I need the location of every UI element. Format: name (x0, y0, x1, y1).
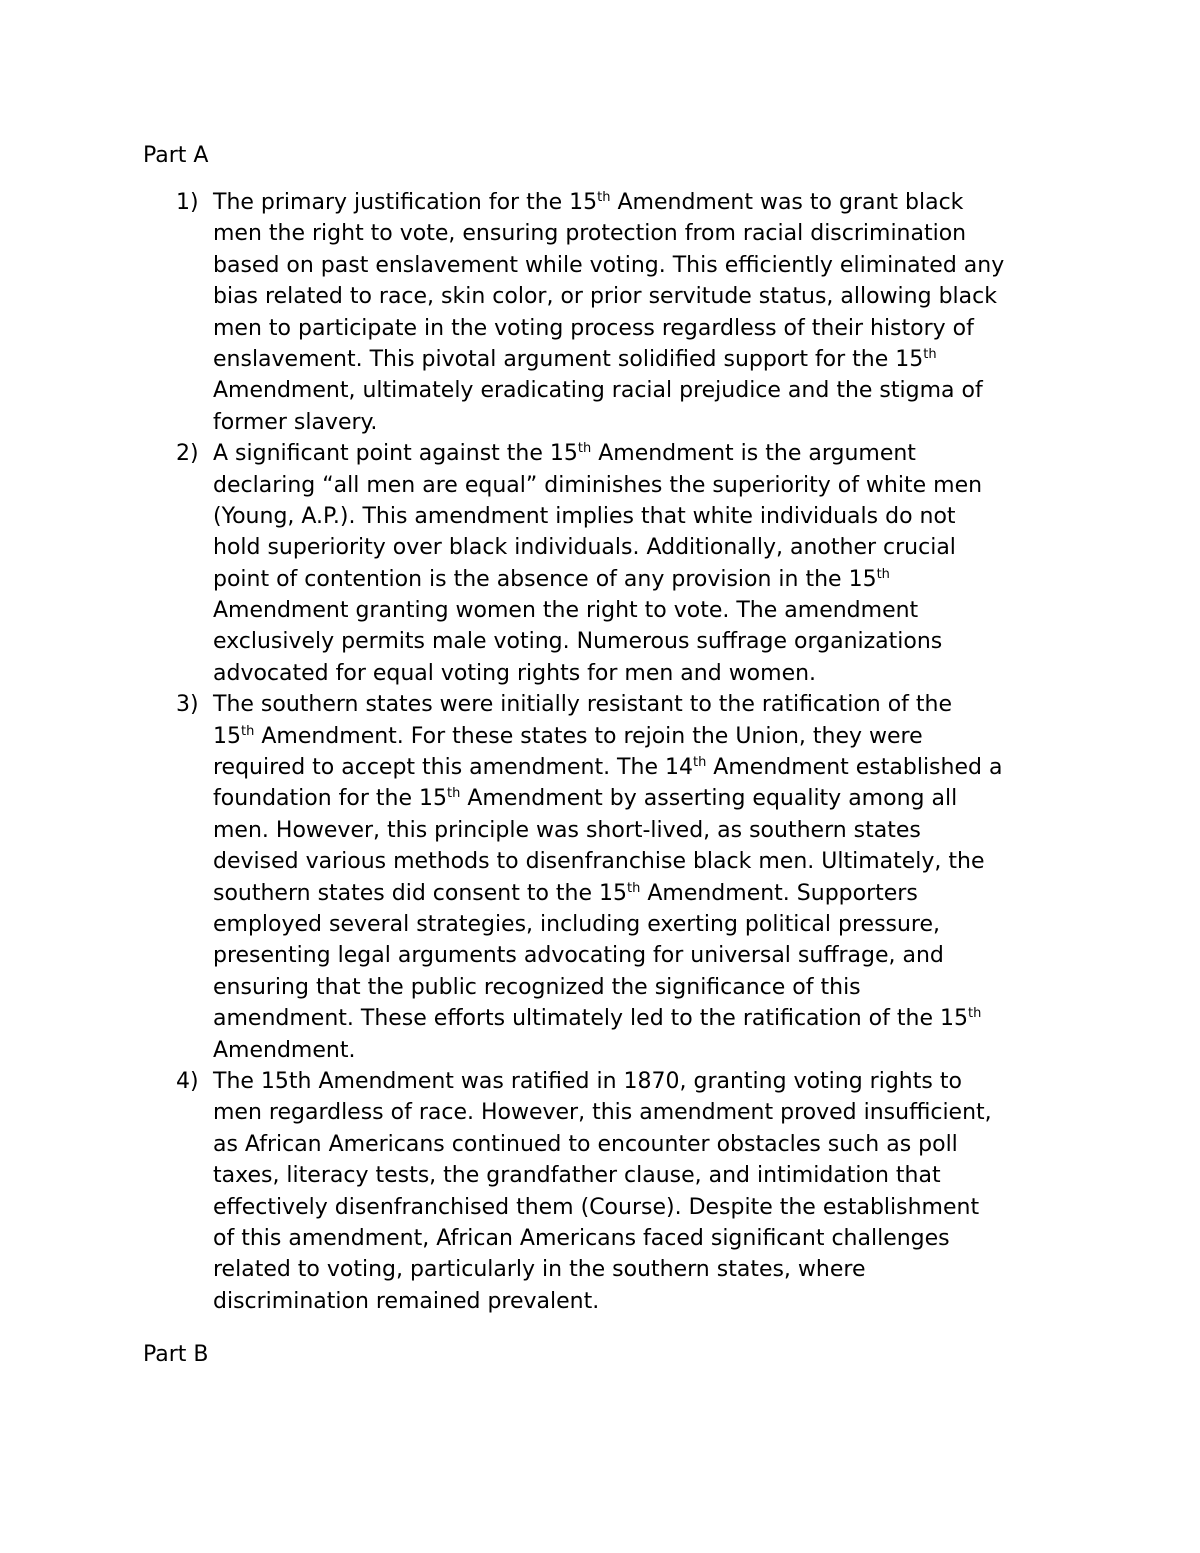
ordinal-superscript: th (967, 1006, 982, 1022)
text-line (213, 1223, 1004, 1254)
text-segment: Amendment. (213, 1037, 356, 1063)
ordinal-superscript: th (241, 723, 255, 739)
text-line (213, 940, 1004, 971)
ordinal-superscript: th (447, 786, 461, 802)
text-line (213, 1129, 1004, 1160)
text-line (213, 470, 1004, 501)
ordinal-superscript: th (876, 566, 890, 582)
text-segment: declaring “all men are equal” diminishes the superiority of white men (213, 472, 983, 498)
text-line (213, 532, 1004, 563)
text-segment: discrimination remained prevalent. (213, 1288, 600, 1314)
text-line (213, 1003, 1004, 1034)
text-segment: presenting legal arguments advocating for universal suffrage, and (213, 943, 944, 969)
text-line (213, 909, 1004, 940)
text-line (213, 187, 1004, 218)
text-segment: employed several strategies, including exerting political pressure, (213, 911, 941, 937)
text-segment: Amendment. Supporters (640, 880, 918, 906)
list-item (0, 1066, 1004, 1317)
text-segment: of this amendment, African Americans faced significant challenges (213, 1225, 950, 1251)
text-line (213, 878, 1004, 909)
text-segment: A significant point against the 15 (213, 441, 578, 467)
text-segment: Amendment by asserting equality among all (460, 786, 958, 812)
text-line (213, 313, 1004, 344)
text-segment: hold superiority over black individuals. Additionally, another crucial (213, 535, 956, 561)
text-segment: Amendment established a (706, 755, 1003, 781)
text-line (213, 1066, 1004, 1097)
text-line (213, 815, 1004, 846)
text-line (213, 1097, 1004, 1128)
text-segment: men regardless of race. However, this amendment proved insufficient, (213, 1100, 992, 1126)
text-segment: based on past enslavement while voting. This efficiently eliminated any (213, 252, 1005, 278)
ordinal-superscript: th (627, 880, 641, 896)
list-item-number: 4) (176, 1068, 199, 1094)
text-line (213, 501, 1004, 532)
text-line (213, 1192, 1004, 1223)
text-segment: Amendment. For these states to rejoin the Union, they were (254, 723, 923, 749)
part-a-heading: Part A (143, 143, 209, 168)
text-segment: The 15th Amendment was ratified in 1870, granting voting rights to (213, 1068, 962, 1094)
text-segment: amendment. These efforts ultimately led to the ratification of the 15 (213, 1006, 968, 1032)
ordinal-superscript: th (923, 346, 937, 362)
text-segment: ensuring that the public recognized the significance of this (213, 974, 861, 1000)
list-item-number: 1) (176, 190, 199, 215)
text-line (213, 595, 1004, 626)
text-line (213, 375, 1004, 406)
text-line (213, 438, 1004, 469)
answer-list (0, 187, 1004, 1317)
text-segment: 15 (213, 723, 241, 749)
text-line (213, 783, 1004, 814)
text-line (213, 407, 1004, 438)
text-segment: point of contention is the absence of any provision in the 15 (213, 566, 877, 592)
list-item (0, 438, 1004, 689)
text-segment: required to accept this amendment. The 14 (213, 755, 693, 781)
text-line (213, 564, 1004, 595)
text-segment: (Young, A.P.). This amendment implies that white individuals do not (213, 503, 956, 529)
text-segment: Amendment was to grant black (610, 190, 964, 215)
text-segment: devised various methods to disenfranchise black men. Ultimately, the (213, 849, 985, 875)
text-segment: The southern states were initially resistant to the ratification of the (213, 692, 953, 718)
text-line (213, 250, 1004, 281)
text-segment: advocated for equal voting rights for men and women. (213, 660, 817, 686)
list-item-number: 3) (176, 692, 199, 718)
text-line (213, 218, 1004, 249)
text-segment: related to voting, particularly in the southern states, where (213, 1257, 866, 1283)
text-segment: former slavery. (213, 409, 378, 435)
text-line (213, 626, 1004, 657)
text-line (213, 689, 1004, 720)
text-segment: Amendment, ultimately eradicating racial prejudice and the stigma of (213, 378, 983, 404)
ordinal-superscript: th (597, 190, 611, 205)
text-line (213, 1035, 1004, 1066)
text-segment: as African Americans continued to encounter obstacles such as poll (213, 1131, 958, 1157)
text-segment: bias related to race, skin color, or prior servitude status, allowing black (213, 284, 997, 310)
text-line (213, 658, 1004, 689)
text-segment: foundation for the 15 (213, 786, 448, 812)
text-segment: effectively disenfranchised them (Course). Despite the establishment (213, 1194, 980, 1220)
list-item (0, 187, 1004, 438)
list-item-number: 2) (176, 441, 199, 467)
list-item (0, 689, 1004, 1066)
text-line (213, 1254, 1004, 1285)
text-line (213, 721, 1004, 752)
text-segment: enslavement. This pivotal argument solidified support for the 15 (213, 346, 924, 372)
text-line (213, 752, 1004, 783)
ordinal-superscript: th (692, 755, 707, 771)
text-segment: men to participate in the voting process regardless of their history of (213, 315, 974, 341)
part-b-heading: Part B (143, 1342, 209, 1367)
text-line (213, 972, 1004, 1003)
text-segment: men the right to vote, ensuring protection from racial discrimination (213, 221, 967, 247)
text-line (213, 1286, 1004, 1317)
text-segment: men. However, this principle was short-lived, as southern states (213, 817, 921, 843)
text-segment: taxes, literacy tests, the grandfather clause, and intimidation that (213, 1163, 941, 1189)
text-line (213, 1160, 1004, 1191)
text-line (213, 846, 1004, 877)
text-line (213, 281, 1004, 312)
text-segment: Amendment granting women the right to vote. The amendment (213, 598, 919, 624)
ordinal-superscript: th (577, 441, 592, 457)
text-segment: exclusively permits male voting. Numerous suffrage organizations (213, 629, 943, 655)
text-line (213, 344, 1004, 375)
text-segment: Amendment is the argument (591, 441, 916, 467)
text-segment: southern states did consent to the 15 (213, 880, 628, 906)
text-segment: The primary justification for the 15 (213, 190, 598, 215)
